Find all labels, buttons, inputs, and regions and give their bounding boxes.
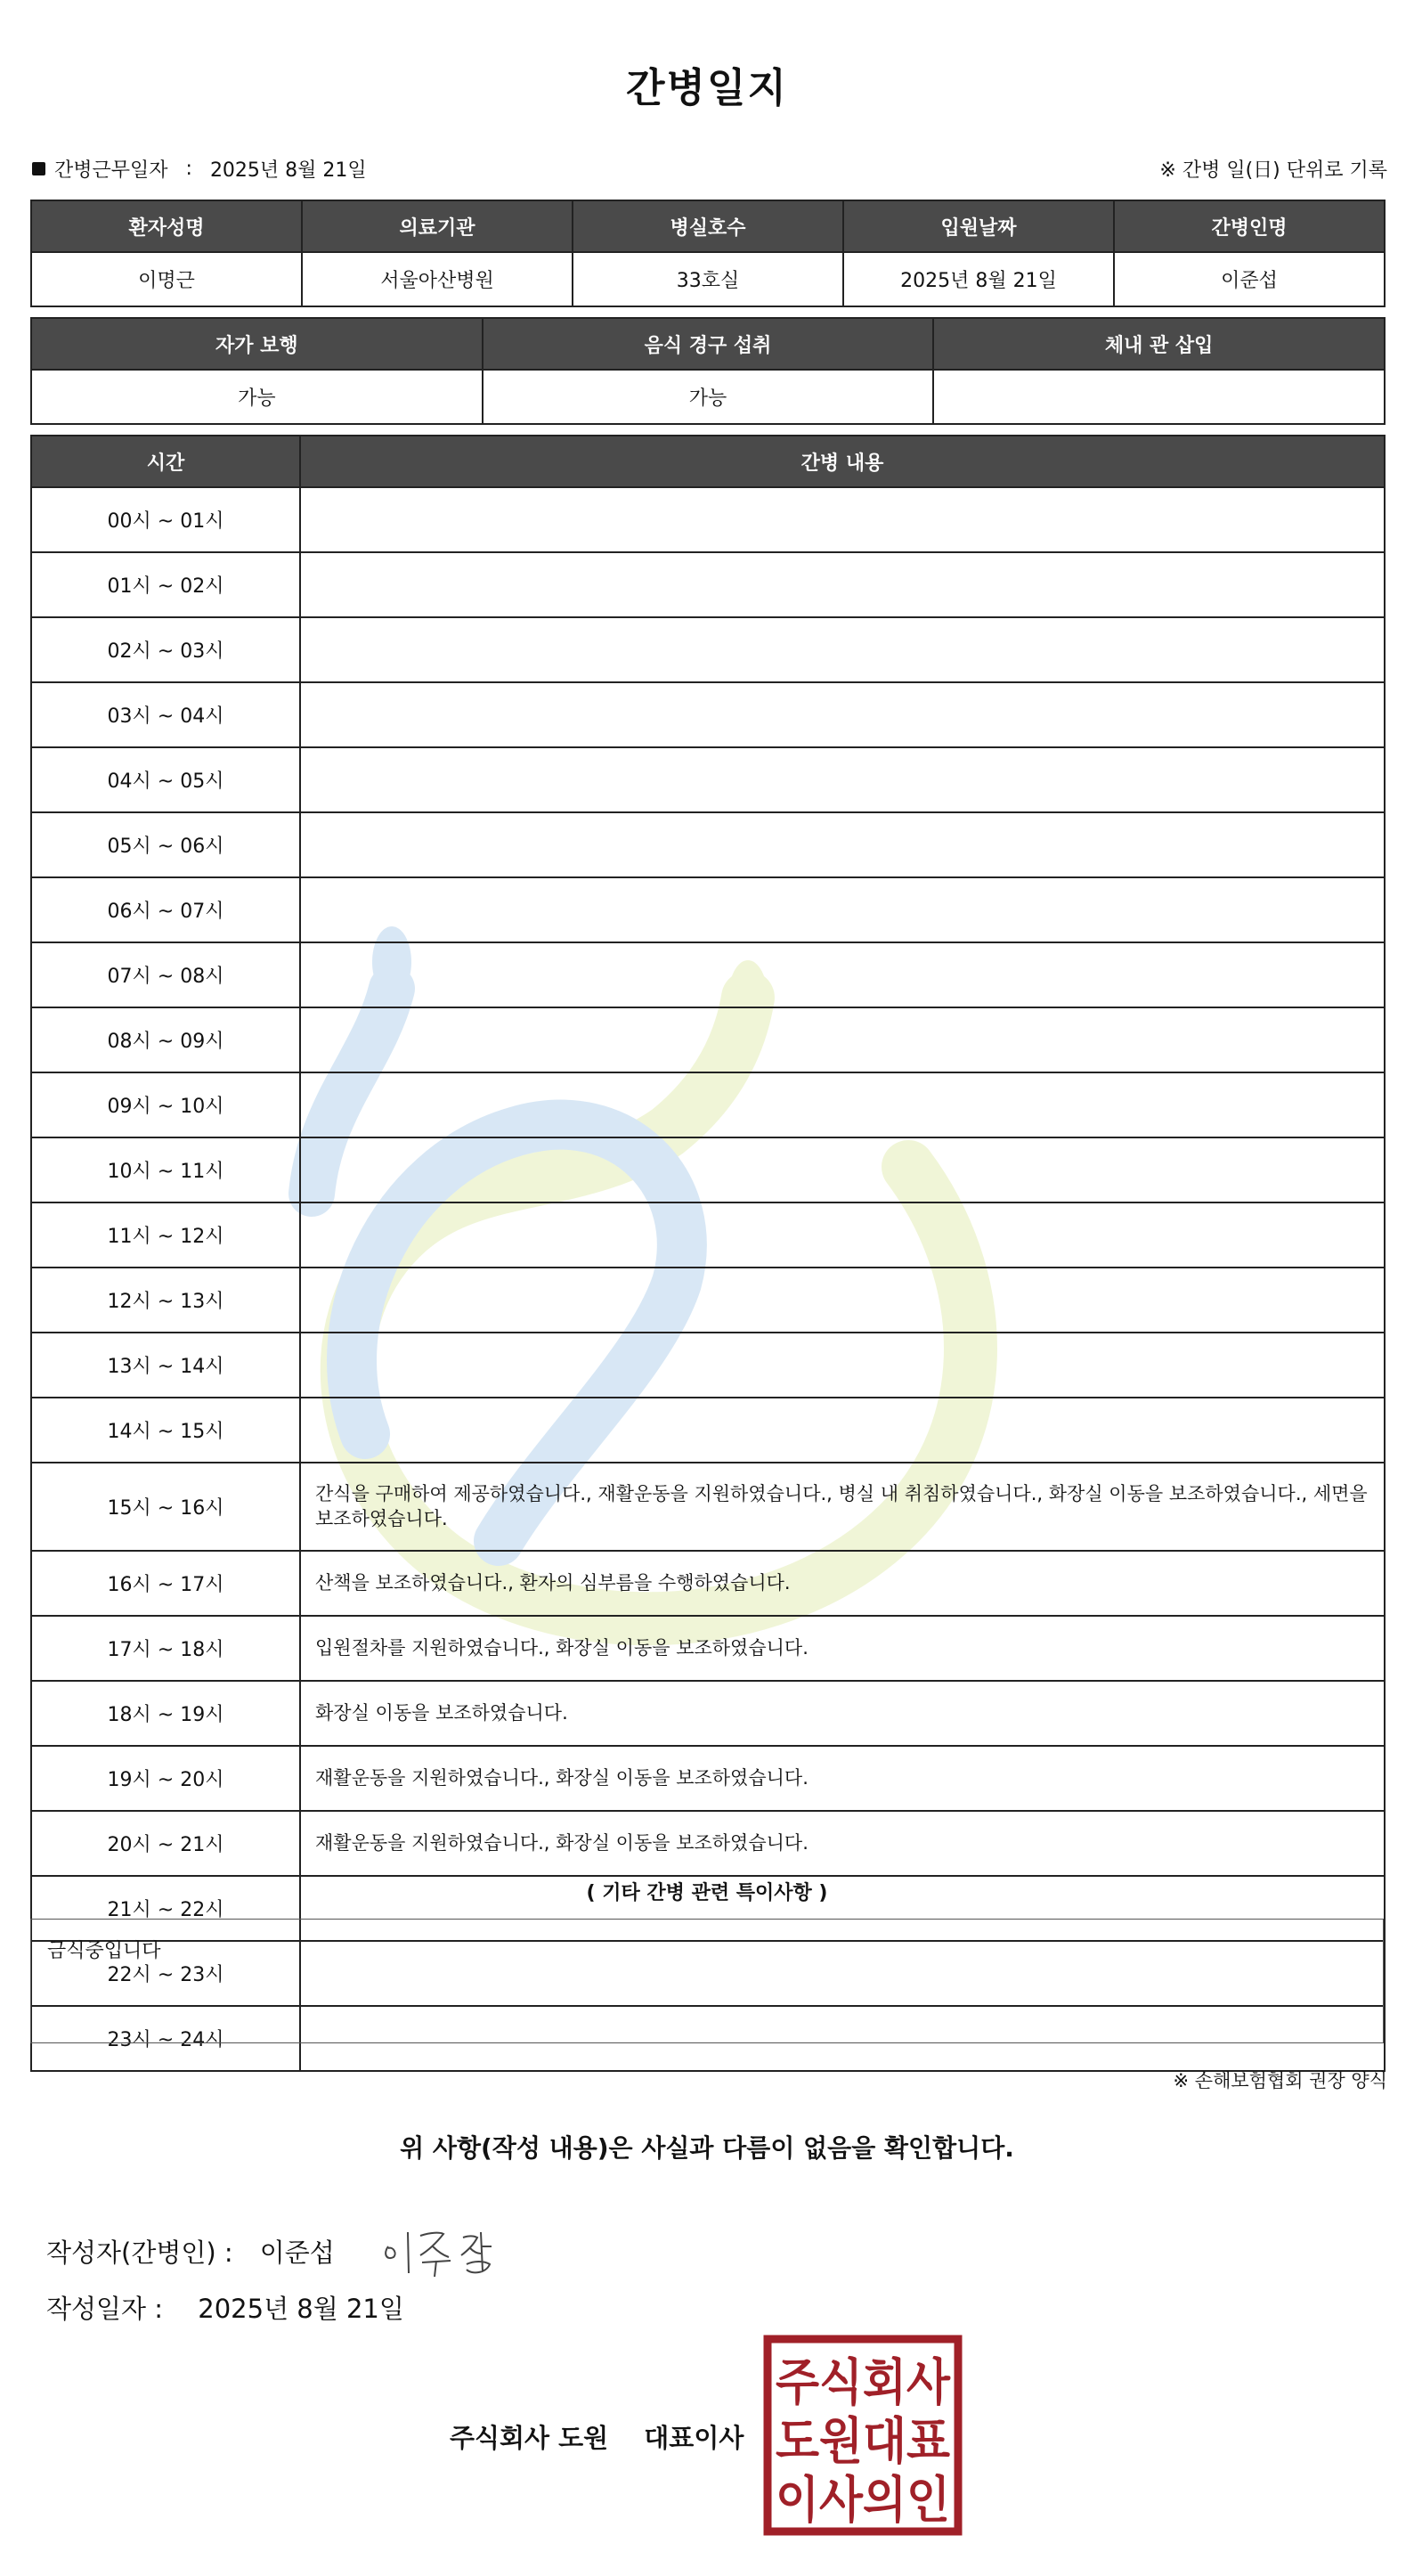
care-log-row bbox=[31, 682, 1385, 747]
care-content-cell: 입원절차를 지원하였습니다., 화장실 이동을 보조하였습니다. bbox=[300, 1616, 1385, 1681]
care-content-cell: 화장실 이동을 보조하였습니다. bbox=[300, 1681, 1385, 1746]
time-slot-cell: 10시 ~ 11시 bbox=[31, 1137, 300, 1202]
care-content-cell bbox=[300, 812, 1385, 877]
care-log-row bbox=[31, 1681, 1385, 1746]
time-slot-cell: 14시 ~ 15시 bbox=[31, 1398, 300, 1463]
time-slot-cell: 15시 ~ 16시 bbox=[31, 1463, 300, 1551]
care-log-row bbox=[31, 1463, 1385, 1551]
caregiver-name-header: 간병인명 bbox=[1114, 200, 1385, 252]
care-log-row bbox=[31, 747, 1385, 812]
time-slot-cell: 22시 ~ 23시 bbox=[31, 1941, 300, 2006]
writer-name: 이준섭 bbox=[259, 2237, 335, 2268]
care-log-row bbox=[31, 487, 1385, 552]
care-log-row bbox=[31, 1268, 1385, 1333]
company-name: 주식회사 도원 bbox=[450, 2423, 609, 2453]
care-log-table bbox=[30, 435, 1386, 2072]
care-content-cell bbox=[300, 1398, 1385, 1463]
care-log-row bbox=[31, 1137, 1385, 1202]
care-content-cell bbox=[300, 552, 1385, 617]
patient-info-value-row bbox=[31, 252, 1385, 306]
care-log-row bbox=[31, 1398, 1385, 1463]
care-log-row bbox=[31, 1072, 1385, 1137]
seal-text-line: 주식회사 bbox=[776, 2354, 951, 2412]
care-content-cell bbox=[300, 747, 1385, 812]
unit-note: ※ 간병 일(日) 단위로 기록 bbox=[1159, 159, 1387, 182]
patient-status-header-row bbox=[31, 318, 1385, 370]
care-content-cell bbox=[300, 1333, 1385, 1398]
care-log-row bbox=[31, 942, 1385, 1007]
care-log-row bbox=[31, 812, 1385, 877]
hospital-cell: 서울아산병원 bbox=[302, 252, 573, 306]
care-log-row bbox=[31, 1333, 1385, 1398]
time-slot-cell: 12시 ~ 13시 bbox=[31, 1268, 300, 1333]
time-slot-cell: 09시 ~ 10시 bbox=[31, 1072, 300, 1137]
square-bullet-icon bbox=[32, 162, 45, 175]
care-content-cell: 산책을 보조하였습니다., 환자의 심부름을 수행하였습니다. bbox=[300, 1551, 1385, 1616]
admission-date-cell: 2025년 8월 21일 bbox=[843, 252, 1114, 306]
care-content-cell bbox=[300, 487, 1385, 552]
time-slot-cell: 08시 ~ 09시 bbox=[31, 1007, 300, 1072]
patient-status-value-row bbox=[31, 370, 1385, 424]
walking-header: 자가 보행 bbox=[31, 318, 483, 370]
care-content-cell bbox=[300, 617, 1385, 682]
company-role: 대표이사 bbox=[644, 2423, 744, 2453]
care-content-cell: 간식을 구매하여 제공하였습니다., 재활운동을 지원하였습니다., 병실 내 취침하였습니다., 화장실 이동을 보조하였습니다., 세면을 보조하였습니다. bbox=[300, 1463, 1385, 1551]
time-slot-cell: 21시 ~ 22시 bbox=[31, 1876, 300, 1941]
seal-text-line: 이사의인 bbox=[776, 2472, 950, 2530]
caregiver-name-cell: 이준섭 bbox=[1114, 252, 1385, 306]
time-slot-cell: 18시 ~ 19시 bbox=[31, 1681, 300, 1746]
room-header: 병실호수 bbox=[573, 200, 843, 252]
time-slot-cell: 07시 ~ 08시 bbox=[31, 942, 300, 1007]
care-content-cell bbox=[300, 1268, 1385, 1333]
duty-date-separator: : bbox=[185, 158, 192, 180]
care-log-row bbox=[31, 617, 1385, 682]
patient-status-table bbox=[30, 317, 1386, 425]
time-slot-cell: 11시 ~ 12시 bbox=[31, 1202, 300, 1268]
patient-name-header: 환자성명 bbox=[31, 200, 302, 252]
time-slot-cell: 23시 ~ 24시 bbox=[31, 2006, 300, 2071]
care-content-cell bbox=[300, 1007, 1385, 1072]
time-slot-cell: 13시 ~ 14시 bbox=[31, 1333, 300, 1398]
patient-info-header-row bbox=[31, 200, 1385, 252]
oral-intake-header: 음식 경구 섭취 bbox=[483, 318, 934, 370]
form-note: ※ 손해보험협회 권장 양식 bbox=[1173, 2070, 1387, 2091]
seal-text-line: 도원대표 bbox=[776, 2413, 950, 2471]
notes-box bbox=[30, 1919, 1384, 2043]
care-log-row bbox=[31, 1202, 1385, 1268]
writer-label: 작성자(간병인) : bbox=[46, 2237, 233, 2268]
tube-insertion-cell bbox=[933, 370, 1385, 424]
time-slot-cell: 01시 ~ 02시 bbox=[31, 552, 300, 617]
time-slot-cell: 19시 ~ 20시 bbox=[31, 1746, 300, 1811]
care-log-row bbox=[31, 552, 1385, 617]
time-slot-cell: 20시 ~ 21시 bbox=[31, 1811, 300, 1876]
care-log-row bbox=[31, 1616, 1385, 1681]
duty-date-row bbox=[32, 155, 367, 183]
care-log-row bbox=[31, 877, 1385, 942]
admission-date-header: 입원날짜 bbox=[843, 200, 1114, 252]
notes-heading: ( 기타 간병 관련 특이사항 ) bbox=[586, 1882, 828, 1904]
time-slot-cell: 02시 ~ 03시 bbox=[31, 617, 300, 682]
patient-name-cell: 이명근 bbox=[31, 252, 302, 306]
time-slot-cell: 04시 ~ 05시 bbox=[31, 747, 300, 812]
page-title: 간병일지 bbox=[626, 64, 788, 111]
care-content-cell: 재활운동을 지원하였습니다., 화장실 이동을 보조하였습니다. bbox=[300, 1746, 1385, 1811]
writer-row bbox=[46, 2220, 515, 2282]
care-content-cell: 재활운동을 지원하였습니다., 화장실 이동을 보조하였습니다. bbox=[300, 1811, 1385, 1876]
care-content-cell bbox=[300, 877, 1385, 942]
duty-date-label: 간병근무일자 bbox=[54, 159, 168, 182]
time-slot-cell: 03시 ~ 04시 bbox=[31, 682, 300, 747]
time-slot-cell: 16시 ~ 17시 bbox=[31, 1551, 300, 1616]
duty-date-value: 2025년 8월 21일 bbox=[209, 159, 367, 182]
confirmation-statement: 위 사항(작성 내용)은 사실과 다름이 없음을 확인합니다. bbox=[400, 2133, 1014, 2163]
care-log-row bbox=[31, 1811, 1385, 1876]
time-slot-cell: 05시 ~ 06시 bbox=[31, 812, 300, 877]
care-content-cell bbox=[300, 1137, 1385, 1202]
time-header: 시간 bbox=[31, 436, 300, 487]
written-date-label: 작성일자 : bbox=[46, 2294, 164, 2324]
patient-info-table bbox=[30, 200, 1386, 307]
time-slot-cell: 17시 ~ 18시 bbox=[31, 1616, 300, 1681]
written-date-value: 2025년 8월 21일 bbox=[198, 2294, 404, 2324]
walking-cell: 가능 bbox=[31, 370, 483, 424]
notes-text: 금식중입니다 bbox=[47, 1940, 161, 1962]
care-log-row bbox=[31, 1007, 1385, 1072]
time-slot-cell: 00시 ~ 01시 bbox=[31, 487, 300, 552]
company-seal-stamp bbox=[762, 2334, 963, 2537]
handwritten-signature bbox=[381, 2220, 515, 2282]
time-slot-cell: 06시 ~ 07시 bbox=[31, 877, 300, 942]
care-content-cell bbox=[300, 1072, 1385, 1137]
tube-insertion-header: 체내 관 삽입 bbox=[933, 318, 1385, 370]
hospital-header: 의료기관 bbox=[302, 200, 573, 252]
care-content-cell bbox=[300, 942, 1385, 1007]
oral-intake-cell: 가능 bbox=[483, 370, 934, 424]
care-content-cell bbox=[300, 682, 1385, 747]
care-log-header-row bbox=[31, 436, 1385, 487]
care-content-header: 간병 내용 bbox=[300, 436, 1385, 487]
company-signature-line bbox=[450, 2418, 744, 2455]
care-log-row bbox=[31, 1551, 1385, 1616]
care-content-cell bbox=[300, 1202, 1385, 1268]
written-date-row bbox=[46, 2289, 404, 2326]
care-log-row bbox=[31, 1746, 1385, 1811]
room-cell: 33호실 bbox=[573, 252, 843, 306]
